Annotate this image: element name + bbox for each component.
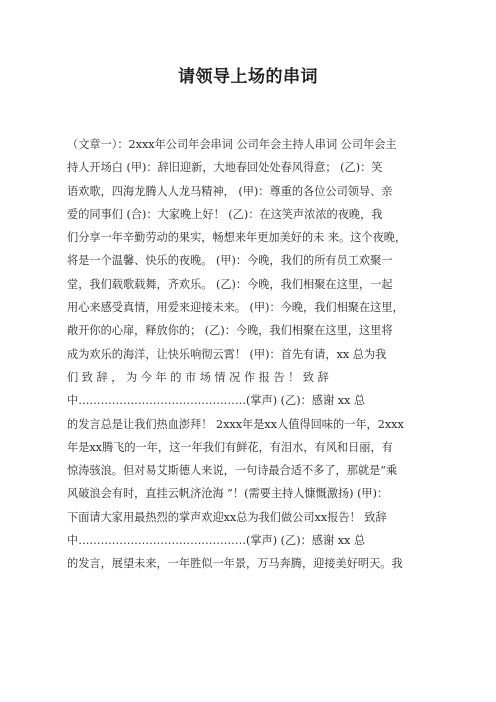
- page-title: 请领导上场的串词: [178, 67, 318, 87]
- body-line: 的发言总是让我们热血澎拜！ 2xxx年是xx人值得回味的一年，2xxx: [67, 417, 404, 431]
- body-line: 堂，我们载歌载舞，齐欢乐。 (乙)：今晚，我们相聚在这里，一起: [67, 277, 393, 291]
- body-line: 爱的同事们 (合)：大家晚上好！ (乙)：在这笑声浓浓的夜晚，我: [67, 207, 383, 221]
- body-line: 们分享一年辛勤劳动的果实，畅想来年更加美好的未 来。这个夜晚，: [67, 231, 407, 245]
- body-line: 风破浪会有时，直挂云帆济沧海 ”！(需要主持人慷慨激扬) (甲)：: [67, 487, 389, 501]
- body-line: 们 致 辞 ， 为 今 年 的 市 场 情 况 作 报 告 ！ 致 辞: [67, 370, 329, 384]
- body-line: 下面请大家用最热烈的掌声欢迎xx总为我们做公司xx报告！ 致辞: [67, 510, 387, 524]
- body-line: 语欢歌，四海龙腾人人龙马精神， (甲)：尊重的各位公司领导、亲: [67, 184, 393, 198]
- body-line: 敞开你的心扉，释放你的； (乙)：今晚，我们相聚在这里，这里将: [67, 324, 393, 338]
- body-line: 年是xx腾飞的一年，这一年我们有鲜花，有泪水，有风和日丽，有: [67, 440, 393, 454]
- body-line: 的发言，展望未来，一年胜似一年景，万马奔腾，迎接美好明天。我: [67, 557, 403, 571]
- body-line: 将是一个温馨、快乐的夜晚。 (甲)：今晚，我们的所有员工欢聚一: [67, 254, 393, 268]
- body-line: 中………………………………………(掌声) (乙)：感谢 xx 总: [67, 394, 366, 408]
- body-line: 用心来感受真情，用爱来迎接未来。 (甲)：今晚，我们相聚在这里，: [67, 301, 404, 315]
- document-body: [67, 133, 427, 576]
- body-line: 中………………………………………(掌声) (乙)：感谢 xx 总: [67, 534, 366, 548]
- body-line: 持人开场白 (甲)：辞旧迎新，大地春回处处春风得意； (乙)：笑: [67, 161, 383, 175]
- body-line: 惊涛骇浪。但对易艾斯德人来说，一句诗最合适不多了，那就是“乘: [67, 464, 398, 478]
- body-line: 成为欢乐的海洋，让快乐响彻云霄！ (甲)：首先有请，xx 总为我: [67, 347, 387, 361]
- body-line: （文章一）：2xxx年公司年会串词 公司年会主持人串词 公司年会主: [67, 138, 397, 151]
